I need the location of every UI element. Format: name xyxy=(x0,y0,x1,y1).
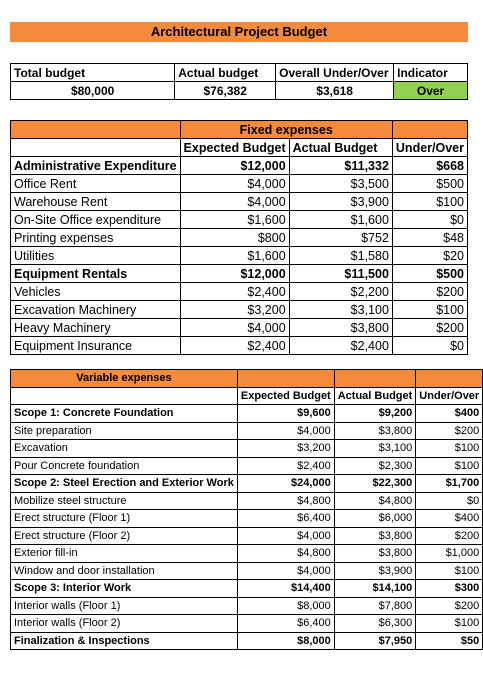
variable-header-row xyxy=(11,387,483,405)
expense-label: Erect structure (Floor 2) xyxy=(11,527,238,545)
table-row xyxy=(11,337,468,355)
expected-value[interactable]: $2,400 xyxy=(180,337,289,355)
actual-value[interactable]: $7,950 xyxy=(334,632,416,650)
under-over-value[interactable]: $0 xyxy=(392,337,467,355)
actual-value[interactable]: $6,000 xyxy=(334,510,416,528)
expense-label: Excavation xyxy=(11,440,238,458)
expense-label: Pour Concrete foundation xyxy=(11,457,238,475)
under-over-value[interactable]: $100 xyxy=(392,193,467,211)
expected-value[interactable]: $3,200 xyxy=(237,440,334,458)
actual-value[interactable]: $2,300 xyxy=(334,457,416,475)
expected-value[interactable]: $3,200 xyxy=(180,301,289,319)
table-row xyxy=(11,193,468,211)
expense-label: Equipment Rentals xyxy=(11,265,181,283)
expected-value[interactable]: $6,400 xyxy=(237,615,334,633)
actual-value[interactable]: $4,800 xyxy=(334,492,416,510)
actual-value[interactable]: $3,800 xyxy=(334,422,416,440)
actual-budget-header: Actual budget xyxy=(175,64,276,82)
total-budget-header: Total budget xyxy=(11,64,175,82)
expected-value[interactable]: $1,600 xyxy=(180,247,289,265)
actual-value[interactable]: $11,332 xyxy=(289,157,392,175)
expected-value[interactable]: $4,000 xyxy=(180,319,289,337)
table-row xyxy=(11,562,483,580)
under-over-value[interactable]: $0 xyxy=(416,492,483,510)
actual-value[interactable]: $9,200 xyxy=(334,405,416,423)
under-over-header: Under/Over xyxy=(416,387,483,405)
expense-label: Erect structure (Floor 1) xyxy=(11,510,238,528)
fixed-header-row xyxy=(11,139,468,157)
summary-header-row xyxy=(11,64,468,82)
under-over-value[interactable]: $400 xyxy=(416,405,483,423)
table-row xyxy=(11,510,483,528)
under-over-value[interactable]: $100 xyxy=(416,457,483,475)
expense-label: Equipment Insurance xyxy=(11,337,181,355)
expense-label: Administrative Expenditure xyxy=(11,157,181,175)
table-row xyxy=(11,527,483,545)
variable-title-blank-1 xyxy=(237,370,334,388)
actual-value[interactable]: $2,400 xyxy=(289,337,392,355)
expense-label: Warehouse Rent xyxy=(11,193,181,211)
variable-header-blank xyxy=(11,387,238,405)
overall-under-over-value[interactable]: $3,618 xyxy=(276,82,394,100)
expense-label: Exterior fill-in xyxy=(11,545,238,563)
expense-label: Site preparation xyxy=(11,422,238,440)
actual-value[interactable]: $3,100 xyxy=(289,301,392,319)
table-row xyxy=(11,175,468,193)
under-over-value[interactable]: $500 xyxy=(392,175,467,193)
under-over-value[interactable]: $200 xyxy=(416,422,483,440)
actual-value[interactable]: $14,100 xyxy=(334,580,416,598)
actual-budget-header: Actual Budget xyxy=(289,139,392,157)
actual-value[interactable]: $3,800 xyxy=(289,319,392,337)
expense-label: Finalization & Inspections xyxy=(11,632,238,650)
fixed-title-blank xyxy=(11,121,181,139)
table-row xyxy=(11,440,483,458)
under-over-value[interactable]: $100 xyxy=(416,562,483,580)
actual-value[interactable]: $752 xyxy=(289,229,392,247)
table-row xyxy=(11,580,483,598)
expected-value[interactable]: $4,000 xyxy=(237,527,334,545)
table-row xyxy=(11,265,468,283)
expense-label: Vehicles xyxy=(11,283,181,301)
expected-value[interactable]: $14,400 xyxy=(237,580,334,598)
under-over-value[interactable]: $100 xyxy=(416,615,483,633)
under-over-value[interactable]: $500 xyxy=(392,265,467,283)
expense-label: Heavy Machinery xyxy=(11,319,181,337)
table-row xyxy=(11,615,483,633)
expense-label: Scope 3: Interior Work xyxy=(11,580,238,598)
expected-budget-header: Expected Budget xyxy=(237,387,334,405)
under-over-value[interactable]: $1,700 xyxy=(416,475,483,493)
variable-title-row xyxy=(11,370,483,388)
expected-value[interactable]: $1,600 xyxy=(180,211,289,229)
expected-value[interactable]: $4,000 xyxy=(237,422,334,440)
expected-value[interactable]: $2,400 xyxy=(237,457,334,475)
table-row xyxy=(11,422,483,440)
under-over-value[interactable]: $20 xyxy=(392,247,467,265)
under-over-header: Under/Over xyxy=(392,139,467,157)
variable-title-blank-2 xyxy=(334,370,416,388)
expense-label: Scope 2: Steel Erection and Exterior Work xyxy=(11,475,238,493)
under-over-value[interactable]: $48 xyxy=(392,229,467,247)
expense-label: Interior walls (Floor 2) xyxy=(11,615,238,633)
table-row xyxy=(11,597,483,615)
actual-value[interactable]: $1,600 xyxy=(289,211,392,229)
under-over-value[interactable]: $300 xyxy=(416,580,483,598)
expected-budget-header: Expected Budget xyxy=(180,139,289,157)
indicator-header: Indicator xyxy=(394,64,468,82)
table-row xyxy=(11,457,483,475)
actual-value[interactable]: $1,580 xyxy=(289,247,392,265)
under-over-value[interactable]: $200 xyxy=(416,597,483,615)
expected-value[interactable]: $9,600 xyxy=(237,405,334,423)
expense-label: Utilities xyxy=(11,247,181,265)
under-over-value[interactable]: $1,000 xyxy=(416,545,483,563)
summary-table xyxy=(10,63,468,100)
expected-value[interactable]: $4,000 xyxy=(180,193,289,211)
actual-value[interactable]: $3,500 xyxy=(289,175,392,193)
table-row xyxy=(11,405,483,423)
under-over-value[interactable]: $0 xyxy=(392,211,467,229)
under-over-value[interactable]: $200 xyxy=(392,319,467,337)
actual-budget-value[interactable]: $76,382 xyxy=(175,82,276,100)
fixed-section-title: Fixed expenses xyxy=(180,121,392,139)
actual-value[interactable]: $3,800 xyxy=(334,527,416,545)
table-row xyxy=(11,632,483,650)
fixed-title-row xyxy=(11,121,468,139)
expected-value[interactable]: $6,400 xyxy=(237,510,334,528)
variable-expenses-table xyxy=(10,369,483,650)
expected-value[interactable]: $8,000 xyxy=(237,597,334,615)
fixed-title-blank-end xyxy=(392,121,467,139)
expected-value[interactable]: $4,800 xyxy=(237,545,334,563)
under-over-value[interactable]: $668 xyxy=(392,157,467,175)
actual-value[interactable]: $22,300 xyxy=(334,475,416,493)
expected-value[interactable]: $800 xyxy=(180,229,289,247)
table-row xyxy=(11,492,483,510)
actual-value[interactable]: $3,900 xyxy=(334,562,416,580)
expense-label: Printing expenses xyxy=(11,229,181,247)
expected-value[interactable]: $4,000 xyxy=(180,175,289,193)
expense-label: Excavation Machinery xyxy=(11,301,181,319)
summary-value-row xyxy=(11,82,468,100)
table-row xyxy=(11,211,468,229)
expected-value[interactable]: $24,000 xyxy=(237,475,334,493)
variable-section-title: Variable expenses xyxy=(11,370,238,388)
table-row xyxy=(11,283,468,301)
actual-value[interactable]: $6,300 xyxy=(334,615,416,633)
expense-label: Mobilize steel structure xyxy=(11,492,238,510)
actual-value[interactable]: $2,200 xyxy=(289,283,392,301)
expense-label: Office Rent xyxy=(11,175,181,193)
expected-value[interactable]: $12,000 xyxy=(180,265,289,283)
actual-value[interactable]: $3,900 xyxy=(289,193,392,211)
table-row xyxy=(11,229,468,247)
page-title: Architectural Project Budget xyxy=(10,22,468,42)
expected-value[interactable]: $8,000 xyxy=(237,632,334,650)
actual-value[interactable]: $3,100 xyxy=(334,440,416,458)
under-over-value[interactable]: $50 xyxy=(416,632,483,650)
overall-under-over-header: Overall Under/Over xyxy=(276,64,394,82)
actual-value[interactable]: $11,500 xyxy=(289,265,392,283)
table-row xyxy=(11,247,468,265)
expense-label: Interior walls (Floor 1) xyxy=(11,597,238,615)
table-row xyxy=(11,301,468,319)
expected-value[interactable]: $4,800 xyxy=(237,492,334,510)
table-row xyxy=(11,319,468,337)
actual-budget-header: Actual Budget xyxy=(334,387,416,405)
table-row xyxy=(11,157,468,175)
fixed-expenses-table xyxy=(10,120,468,355)
under-over-value[interactable]: $200 xyxy=(392,283,467,301)
expected-value[interactable]: $2,400 xyxy=(180,283,289,301)
expected-value[interactable]: $4,000 xyxy=(237,562,334,580)
expense-label: Scope 1: Concrete Foundation xyxy=(11,405,238,423)
table-row xyxy=(11,475,483,493)
expense-label: Window and door installation xyxy=(11,562,238,580)
expected-value[interactable]: $12,000 xyxy=(180,157,289,175)
indicator-status-badge[interactable]: Over xyxy=(394,82,468,100)
under-over-value[interactable]: $200 xyxy=(416,527,483,545)
actual-value[interactable]: $7,800 xyxy=(334,597,416,615)
expense-label: On-Site Office expenditure xyxy=(11,211,181,229)
table-row xyxy=(11,545,483,563)
actual-value[interactable]: $3,800 xyxy=(334,545,416,563)
total-budget-value[interactable]: $80,000 xyxy=(11,82,175,100)
fixed-header-blank xyxy=(11,139,181,157)
under-over-value[interactable]: $400 xyxy=(416,510,483,528)
under-over-value[interactable]: $100 xyxy=(392,301,467,319)
variable-title-blank-3 xyxy=(416,370,483,388)
under-over-value[interactable]: $100 xyxy=(416,440,483,458)
